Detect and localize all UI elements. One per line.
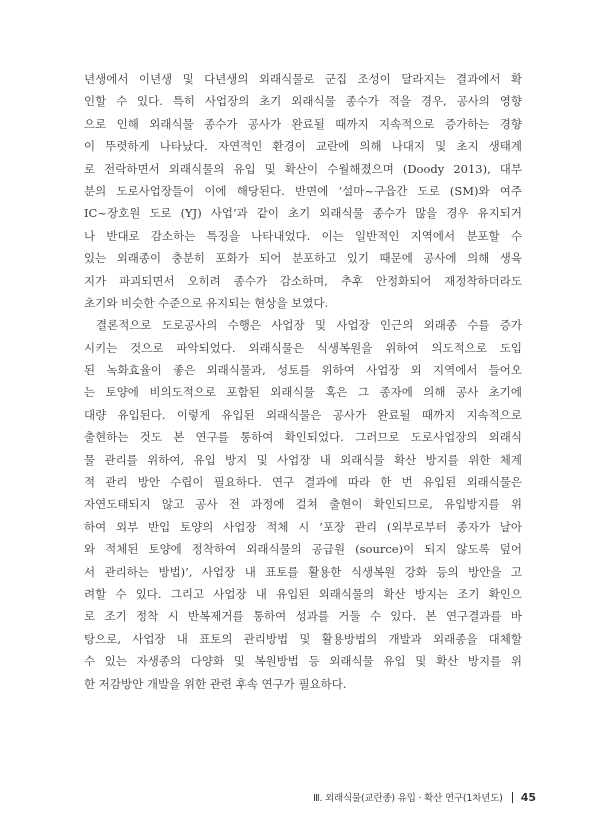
text-line: 는 토양에 비의도적으로 포함된 외래식물 혹은 그 종자에 의해 공사 초기에: [84, 385, 522, 400]
paragraph-1: [84, 68, 522, 314]
footer-divider: [512, 792, 513, 803]
text-line: 자연도태되지 않고 공사 전 과정에 걸쳐 출현이 확인되므로, 유입방지를 위: [84, 497, 522, 512]
text-line: 나 반대로 감소하는 특징을 나타내었다. 이는 일반적인 지역에서 분포할 수: [84, 228, 522, 243]
text-line: 시키는 것으로 파악되었다. 외래식물은 식생복원을 위하여 의도적으로 도입: [84, 340, 522, 355]
text-line: 와 적체된 토양에 정착하여 외래식물의 공급원 (source)이 되지 않도록 덮어: [84, 542, 522, 557]
text-line: 분의 도로사업장들이 이에 해당된다. 반면에 ‘설마~구읍간 도로 (SM)와 여주: [84, 183, 522, 198]
text-line: 수 있는 자생종의 다양화 및 복원방법 등 외래식물 유입 및 확산 방지를 위: [84, 654, 522, 669]
text-line: 된 녹화효율이 좋은 외래식물과, 성토를 위하여 사업장 외 지역에서 들어오: [84, 363, 522, 378]
text-line: 물 관리를 위하여, 유입 방지 및 사업장 내 외래식물 확산 방지를 위한 체계: [84, 452, 522, 467]
text-line: 년생에서 이년생 및 다년생의 외래식물로 군집 조성이 달라지는 결과에서 확: [84, 72, 522, 86]
text-line: 서 관리하는 방법)’, 사업장 내 표토를 활용한 식생복원 강화 등의 방안을 고: [84, 564, 522, 579]
body-text: [84, 68, 522, 695]
text-line: 대량 유입된다. 이렇게 유입된 외래식물은 공사가 완료될 때까지 지속적으로: [84, 407, 522, 422]
text-line: 탕으로, 사업장 내 표토의 관리방법 및 활용방법의 개발과 외래종을 대체할: [84, 631, 522, 646]
text-line: 초기와 비슷한 수준으로 유지되는 현상을 보였다.: [84, 295, 329, 310]
text-line: IC~장호원 도로 (YJ) 사업’과 같이 초기 외래식물 종수가 많을 경우 유지되거: [84, 206, 522, 221]
text-line: 으로 인해 외래식물 종수가 공사가 완료될 때까지 지속적으로 증가하는 경향: [84, 116, 522, 131]
text-line: 있는 외래종이 충분히 포화가 되어 분포하고 있기 때문에 공사에 의해 생육: [84, 251, 522, 266]
text-line: 이 뚜렷하게 나타났다. 자연적인 환경이 교란에 의해 나대지 및 초지 생태계: [84, 139, 522, 154]
running-title: Ⅲ. 외래식물(교란종) 유입 · 확산 연구(1차년도): [313, 793, 503, 804]
text-line: 적 관리 방안 수립이 필요하다. 연구 결과에 따라 한 번 유입된 외래식물은: [84, 475, 522, 490]
text-line: 하여 외부 반입 토양의 사업장 적체 시 ‘포장 관리 (외부로부터 종자가 날아: [84, 519, 522, 534]
paragraph-2: [84, 314, 522, 695]
text-line: 로 조기 정착 시 반복제거를 통하여 성과를 거둘 수 있다. 본 연구결과를 바: [84, 609, 522, 624]
page-number: 45: [520, 790, 536, 804]
text-line: 출현하는 것도 본 연구를 통하여 확인되었다. 그러므로 도로사업장의 외래식: [84, 430, 522, 445]
text-line: 인할 수 있다. 특히 사업장의 초기 외래식물 종수가 적을 경우, 공사의 영향: [84, 94, 522, 109]
text-line: 한 저감방안 개발을 위한 관련 후속 연구가 필요하다.: [84, 676, 347, 691]
page-footer: [313, 787, 536, 807]
text-line: 결론적으로 도로공사의 수행은 사업장 및 사업장 인근의 외래종 수를 증가: [96, 318, 522, 333]
text-line: 지가 파괴되면서 오히려 종수가 감소하며, 추후 안정화되어 재정착하더라도: [84, 273, 522, 288]
text-line: 로 전락하면서 외래식물의 유입 및 확산이 수월해졌으며 (Doody 2013), 대부: [84, 161, 522, 176]
text-line: 려할 수 있다. 그리고 사업장 내 유입된 외래식물의 확산 방지는 조기 확인으: [84, 586, 522, 601]
